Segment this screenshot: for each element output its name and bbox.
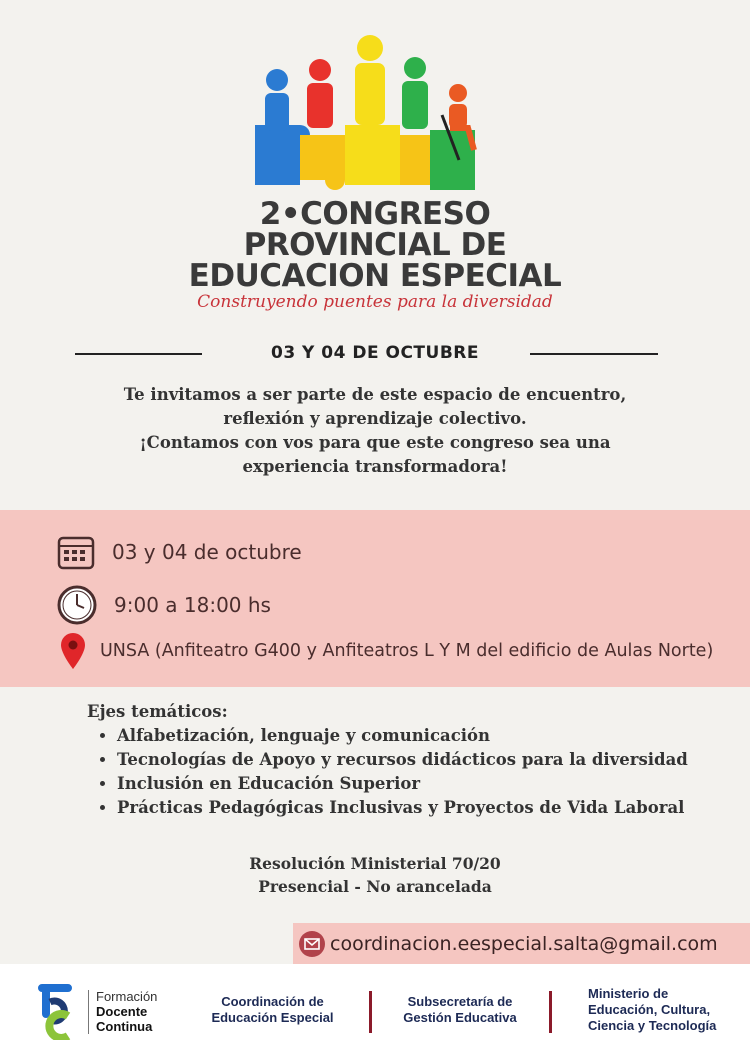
- footer: [0, 964, 750, 1061]
- intro-line: Te invitamos a ser parte de este espacio de encuentro,: [123, 385, 627, 404]
- fdc-divider: [88, 990, 89, 1034]
- list-item: • Tecnologías de Apoyo y recursos didácticos para la diversidad: [117, 748, 688, 772]
- location-text: UNSA (Anfiteatro G400 y Anfiteatros L Y M del edificio de Aulas Norte): [100, 641, 714, 661]
- coord-line: Coordinación de: [221, 994, 324, 1009]
- fdc-line: Docente: [96, 1004, 148, 1019]
- title-line-2: PROVINCIAL DE: [243, 227, 507, 263]
- detail-time: [56, 584, 271, 626]
- clock-icon: [56, 584, 98, 626]
- title-line-1: 2•CONGRESO: [259, 196, 491, 232]
- coord-line: Educación Especial: [211, 1010, 334, 1025]
- detail-location: [60, 632, 713, 670]
- divider-right: [530, 353, 658, 355]
- sub-line: Subsecretaría de: [407, 994, 513, 1009]
- calendar-icon: [56, 532, 96, 572]
- details-band: [0, 510, 750, 687]
- fdc-text: [96, 989, 157, 1034]
- date-text: 03 y 04 de octubre: [112, 540, 302, 564]
- fdc-line: Formación: [96, 989, 158, 1004]
- ejes-heading: Ejes temáticos:: [87, 702, 228, 721]
- coordination-label: [205, 994, 340, 1026]
- congress-logo: [245, 30, 495, 200]
- time-text: 9:00 a 18:00 hs: [114, 593, 271, 617]
- list-item: • Prácticas Pedagógicas Inclusivas y Proyectos de Vida Laboral: [117, 796, 688, 820]
- fdc-logo-icon: [38, 984, 78, 1040]
- intro-text: [0, 383, 750, 479]
- date-heading: 03 Y 04 DE OCTUBRE: [270, 343, 479, 363]
- intro-line: experiencia transformadora!: [242, 457, 508, 476]
- subsecretaria-label: [395, 994, 525, 1026]
- min-line: Ministerio de: [588, 986, 669, 1001]
- intro-line: reflexión y aprendizaje colectivo.: [223, 409, 527, 428]
- footer-divider: [549, 991, 552, 1033]
- subtitle: Construyendo puentes para la diversidad: [197, 292, 553, 312]
- min-line: Educación, Cultura,: [588, 1002, 711, 1017]
- thematic-axes: [87, 700, 688, 820]
- list-item: • Alfabetización, lenguaje y comunicación: [117, 724, 688, 748]
- resolution-info: [0, 852, 750, 898]
- sub-line: Gestión Educativa: [403, 1010, 517, 1025]
- contact-email[interactable]: [293, 923, 750, 964]
- email-icon: [298, 930, 326, 958]
- list-item: • Inclusión en Educación Superior: [117, 772, 688, 796]
- ministry-label: [588, 986, 716, 1034]
- resolution-line: Resolución Ministerial 70/20: [249, 854, 501, 873]
- detail-date: [56, 532, 302, 572]
- email-text[interactable]: coordinacion.eespecial.salta@gmail.com: [330, 932, 718, 955]
- title-line-3: EDUCACION ESPECIAL: [188, 258, 562, 294]
- min-line: Ciencia y Tecnología: [588, 1018, 717, 1033]
- footer-divider: [369, 991, 372, 1033]
- modality-line: Presencial - No arancelada: [258, 877, 492, 896]
- fdc-line: Continua: [96, 1019, 153, 1034]
- location-pin-icon: [60, 632, 86, 670]
- intro-line: ¡Contamos con vos para que este congreso sea una: [139, 433, 611, 452]
